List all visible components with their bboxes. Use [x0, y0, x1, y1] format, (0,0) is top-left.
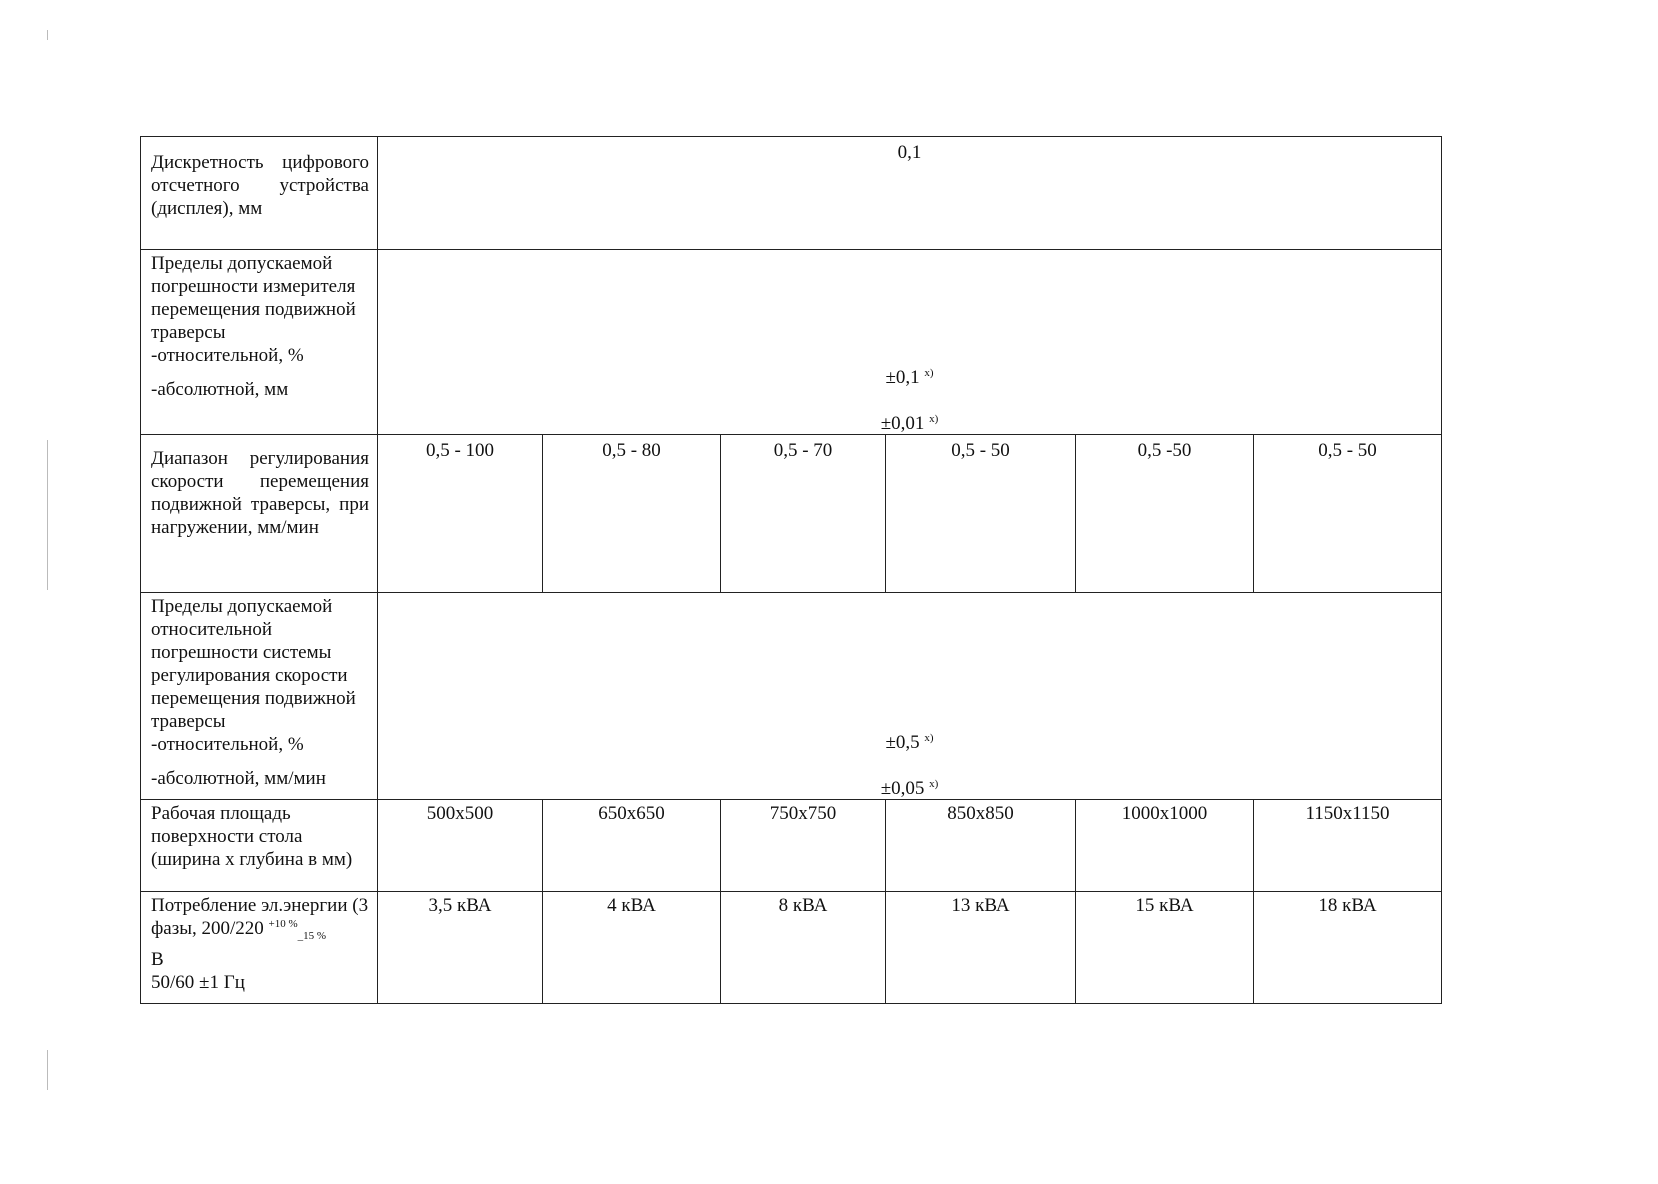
row-label: Рабочая площадь поверхности стола (ширина х глубина в мм): [141, 800, 378, 892]
table-cell: 750x750: [721, 800, 886, 892]
table-row: [141, 137, 1442, 250]
merged-value: 0,1: [378, 137, 1442, 250]
table-cell: 3,5 кВА: [378, 892, 543, 1004]
tolerance-sub: _15 %: [297, 929, 327, 942]
label-text: -относительной, %: [151, 734, 304, 755]
table-row: [141, 892, 1442, 1004]
table-cell: 850x850: [886, 800, 1076, 892]
table-row: [141, 435, 1442, 593]
merged-value: [378, 593, 1442, 800]
table-cell: 500x500: [378, 800, 543, 892]
row-label: Диапазон регулирования скорости перемещения подвижной траверсы, при нагружении, мм/мин: [141, 435, 378, 593]
footnote-mark: x): [924, 367, 934, 379]
table-cell: 8 кВА: [721, 892, 886, 1004]
value-text: ±0,01: [880, 413, 925, 434]
merged-value: [378, 250, 1442, 435]
table-cell: 1000x1000: [1076, 800, 1254, 892]
footnote-mark: x): [924, 732, 934, 744]
table-cell: 18 кВА: [1254, 892, 1442, 1004]
table-cell: 13 кВА: [886, 892, 1076, 1004]
table-cell: 0,5 - 50: [1254, 435, 1442, 593]
row-label: [141, 250, 378, 435]
label-text: -относительной, %: [151, 345, 304, 366]
table-cell: 1150x1150: [1254, 800, 1442, 892]
row-label: [141, 593, 378, 800]
footnote-mark: x): [929, 778, 939, 790]
label-text: Пределы допускаемой погрешности измерителя перемещения подвижной траверсы: [151, 253, 356, 343]
value-text: ±0,1: [885, 367, 920, 388]
label-text: 50/60 ±1 Гц: [151, 971, 245, 993]
table-cell: 0,5 - 100: [378, 435, 543, 593]
label-text: Пределы допускаемой относительной погрешности системы регулирования скорости перемещения подвижной траверсы: [151, 596, 356, 732]
footnote-mark: x): [929, 413, 939, 425]
table-cell: 0,5 - 70: [721, 435, 886, 593]
table-cell: 0,5 -50: [1076, 435, 1254, 593]
row-label: [141, 892, 378, 1004]
specifications-table: [140, 136, 1442, 1004]
table-cell: 15 кВА: [1076, 892, 1254, 1004]
table-row: [141, 593, 1442, 800]
table-row: [141, 800, 1442, 892]
table-cell: 650x650: [543, 800, 721, 892]
tolerance-sup: +10 %: [268, 918, 298, 930]
value-text: ±0,05: [880, 778, 925, 799]
label-text: Потребление эл.энергии (3 фазы, 200/220: [151, 895, 369, 939]
value-text: ±0,5: [885, 732, 920, 753]
table-cell: 0,5 - 80: [543, 435, 721, 593]
label-text: -абсолютной, мм/мин: [151, 768, 326, 789]
table-cell: 4 кВА: [543, 892, 721, 1004]
table-row: [141, 250, 1442, 435]
label-text: В: [151, 948, 164, 970]
table-cell: 0,5 - 50: [886, 435, 1076, 593]
row-label: Дискретность цифрового отсчетного устройства (дисплея), мм: [141, 137, 378, 250]
label-text: -абсолютной, мм: [151, 379, 289, 400]
